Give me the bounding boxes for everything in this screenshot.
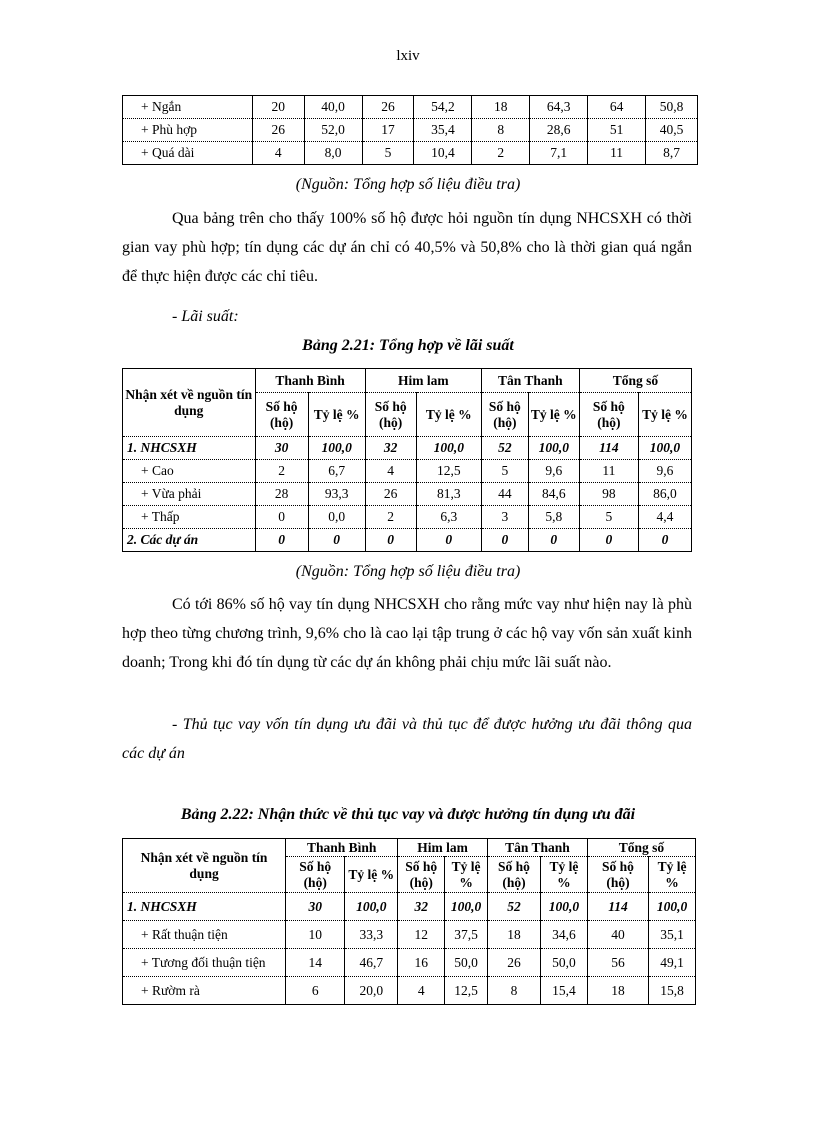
- table3-cell: 30: [286, 893, 345, 921]
- source-note-1: (Nguồn: Tổng hợp số liệu điều tra): [295, 176, 521, 193]
- table3-row: [123, 893, 696, 921]
- table3-row: [123, 949, 696, 977]
- table3-cell: 18: [487, 921, 540, 949]
- table2-cell: 9,6: [638, 460, 691, 483]
- table1-cell: 18: [472, 96, 530, 119]
- table2-row-label: 1. NHCSXH: [123, 437, 256, 460]
- table2-cell: 98: [579, 483, 638, 506]
- table3-cell: 15,8: [649, 977, 696, 1005]
- table3-sub-pct: Tỷ lệ %: [445, 857, 488, 893]
- table2-cell: 52: [481, 437, 528, 460]
- table3-sub-pct: Tỷ lệ %: [345, 857, 398, 893]
- table3-cell: 12: [398, 921, 445, 949]
- table2-cell: 4,4: [638, 506, 691, 529]
- table3-cell: 34,6: [540, 921, 587, 949]
- table2-sub-pct: Tỷ lệ %: [638, 393, 691, 437]
- table3-group-header: Him lam: [398, 839, 488, 857]
- table2-cell: 5: [579, 506, 638, 529]
- table3-cell: 56: [587, 949, 648, 977]
- table3-cell: 32: [398, 893, 445, 921]
- table3-cell: 100,0: [345, 893, 398, 921]
- table3-cell: 26: [487, 949, 540, 977]
- table2-row-label: + Cao: [123, 460, 256, 483]
- table-interest-rate: [122, 368, 692, 552]
- table3-row-label: 1. NHCSXH: [123, 893, 286, 921]
- table2-cell: 11: [579, 460, 638, 483]
- table3-group-header: Tổng số: [587, 839, 695, 857]
- table1-cell: 40,0: [304, 96, 362, 119]
- table2-cell: 0: [255, 529, 308, 552]
- table3-cell: 15,4: [540, 977, 587, 1005]
- table3-cell: 114: [587, 893, 648, 921]
- table3-row: [123, 977, 696, 1005]
- table1-cell: 50,8: [646, 96, 698, 119]
- table3-cell: 10: [286, 921, 345, 949]
- table2-row: [123, 460, 692, 483]
- table1-body: [123, 96, 698, 165]
- paragraph-2-text: Có tới 86% số hộ vay tín dụng NHCSXH cho rằng mức vay như hiện nay là phù hợp theo từng chương trình, 9,6% cho là cao lại tập trung ở các hộ vay vốn sản xuất kinh doanh; Trong khi đó tín dụng từ các dự án không phải chịu mức lãi suất nào.: [122, 596, 692, 671]
- table3-cell: 6: [286, 977, 345, 1005]
- table2-cell: 6,7: [308, 460, 365, 483]
- table3-cell: 50,0: [445, 949, 488, 977]
- table2-cell: 0: [528, 529, 579, 552]
- table3-cell: 100,0: [445, 893, 488, 921]
- table2-header-label: Nhận xét về nguồn tín dụng: [123, 369, 256, 437]
- bullet-interest-text: - Lãi suất:: [172, 308, 239, 325]
- table3-cell: 37,5: [445, 921, 488, 949]
- table2-cell: 0: [308, 529, 365, 552]
- table2-cell: 28: [255, 483, 308, 506]
- table1-cell: 11: [588, 142, 646, 165]
- table3-body: [123, 839, 696, 1005]
- paragraph-2: [122, 590, 692, 677]
- table3-cell: 49,1: [649, 949, 696, 977]
- table2-cell: 0: [481, 529, 528, 552]
- table2-cell: 81,3: [416, 483, 481, 506]
- table1-cell: 52,0: [304, 119, 362, 142]
- table2-sub-pct: Tỷ lệ %: [528, 393, 579, 437]
- table2-cell: 12,5: [416, 460, 481, 483]
- table1-row-label: + Phù hợp: [123, 119, 253, 142]
- table2-cell: 26: [365, 483, 416, 506]
- table2-cell: 4: [365, 460, 416, 483]
- table2-cell: 114: [579, 437, 638, 460]
- table2-sub-count: Số hộ (hộ): [365, 393, 416, 437]
- bullet-procedure: [122, 710, 692, 768]
- table2-cell: 2: [255, 460, 308, 483]
- source-note-2: (Nguồn: Tổng hợp số liệu điều tra): [295, 563, 521, 580]
- table2-cell: 0: [638, 529, 691, 552]
- table1-row-label: + Quá dài: [123, 142, 253, 165]
- table2-cell: 5: [481, 460, 528, 483]
- table1-row: [123, 119, 698, 142]
- table2-group-header: Him lam: [365, 369, 481, 393]
- table3-cell: 100,0: [649, 893, 696, 921]
- table2-cell: 0,0: [308, 506, 365, 529]
- table3-cell: 52: [487, 893, 540, 921]
- table1-cell: 64,3: [530, 96, 588, 119]
- table3-sub-count: Số hộ (hộ): [587, 857, 648, 893]
- table2-cell: 2: [365, 506, 416, 529]
- table2-header-row: [123, 369, 692, 393]
- table3-cell: 4: [398, 977, 445, 1005]
- table2-cell: 100,0: [416, 437, 481, 460]
- table2-group-header: Tổng số: [579, 369, 691, 393]
- table3-cell: 8: [487, 977, 540, 1005]
- table3-group-header: Tân Thanh: [487, 839, 587, 857]
- table3-cell: 20,0: [345, 977, 398, 1005]
- table3-cell: 33,3: [345, 921, 398, 949]
- table3-row: [123, 921, 696, 949]
- table1-cell: 28,6: [530, 119, 588, 142]
- table3-cell: 14: [286, 949, 345, 977]
- table2-row: [123, 483, 692, 506]
- table1-cell: 64: [588, 96, 646, 119]
- table2-cell: 0: [416, 529, 481, 552]
- table2-cell: 0: [579, 529, 638, 552]
- paragraph-1-text: Qua bảng trên cho thấy 100% số hộ được hỏi nguồn tín dụng NHCSXH có thời gian vay phù hợp; tín dụng các dự án chỉ có 40,5% và 50,8% cho là thời gian quá ngắn để thực hiện được các chỉ tiêu.: [122, 210, 692, 285]
- table1-row-label: + Ngắn: [123, 96, 253, 119]
- table2-cell: 100,0: [638, 437, 691, 460]
- table1-cell: 8: [472, 119, 530, 142]
- table1-cell: 20: [252, 96, 304, 119]
- table2-cell: 0: [255, 506, 308, 529]
- table-procedure: [122, 838, 696, 1005]
- table3-row-label: + Rất thuận tiện: [123, 921, 286, 949]
- table3-cell: 35,1: [649, 921, 696, 949]
- table1-cell: 2: [472, 142, 530, 165]
- table2-cell: 5,8: [528, 506, 579, 529]
- table1-cell: 40,5: [646, 119, 698, 142]
- table2-cell: 3: [481, 506, 528, 529]
- bullet-interest: [122, 302, 692, 331]
- table2-row: [123, 529, 692, 552]
- table3-cell: 100,0: [540, 893, 587, 921]
- table2-cell: 44: [481, 483, 528, 506]
- table1-row: [123, 142, 698, 165]
- table3-row-label: + Rườm rà: [123, 977, 286, 1005]
- table-time-continuation: [122, 95, 698, 165]
- table2-cell: 6,3: [416, 506, 481, 529]
- table2-sub-pct: Tỷ lệ %: [416, 393, 481, 437]
- table1-cell: 54,2: [414, 96, 472, 119]
- table1-cell: 51: [588, 119, 646, 142]
- table2-cell: 100,0: [528, 437, 579, 460]
- page-number: lxiv: [396, 48, 420, 64]
- table2-cell: 93,3: [308, 483, 365, 506]
- table3-cell: 18: [587, 977, 648, 1005]
- table2-row-label: + Thấp: [123, 506, 256, 529]
- table3-row-label: + Tương đối thuận tiện: [123, 949, 286, 977]
- table2-sub-count: Số hộ (hộ): [255, 393, 308, 437]
- table1-cell: 17: [362, 119, 414, 142]
- table2-sub-count: Số hộ (hộ): [481, 393, 528, 437]
- table3-sub-count: Số hộ (hộ): [398, 857, 445, 893]
- table2-sub-pct: Tỷ lệ %: [308, 393, 365, 437]
- table2-group-header: Tân Thanh: [481, 369, 579, 393]
- table2-row: [123, 437, 692, 460]
- table2-cell: 32: [365, 437, 416, 460]
- table1-cell: 10,4: [414, 142, 472, 165]
- table3-caption: Bảng 2.22: Nhận thức về thủ tục vay và được hưởng tín dụng ưu đãi: [180, 806, 636, 823]
- table1-cell: 26: [252, 119, 304, 142]
- table1-cell: 7,1: [530, 142, 588, 165]
- table2-row-label: 2. Các dự án: [123, 529, 256, 552]
- table2-row-label: + Vừa phải: [123, 483, 256, 506]
- table2-sub-count: Số hộ (hộ): [579, 393, 638, 437]
- paragraph-1: [122, 204, 692, 291]
- table2-body: [123, 369, 692, 552]
- table3-cell: 40: [587, 921, 648, 949]
- table3-group-header: Thanh Bình: [286, 839, 398, 857]
- table1-row: [123, 96, 698, 119]
- table3-sub-count: Số hộ (hộ): [487, 857, 540, 893]
- table3-cell: 12,5: [445, 977, 488, 1005]
- table2-cell: 86,0: [638, 483, 691, 506]
- table2-caption: Bảng 2.21: Tổng hợp về lãi suất: [302, 337, 514, 354]
- table3-sub-pct: Tỷ lệ %: [540, 857, 587, 893]
- table2-cell: 84,6: [528, 483, 579, 506]
- table1-cell: 4: [252, 142, 304, 165]
- table2-row: [123, 506, 692, 529]
- table3-cell: 46,7: [345, 949, 398, 977]
- table2-cell: 30: [255, 437, 308, 460]
- table3-sub-pct: Tỷ lệ %: [649, 857, 696, 893]
- table1-cell: 35,4: [414, 119, 472, 142]
- table2-cell: 0: [365, 529, 416, 552]
- table2-cell: 9,6: [528, 460, 579, 483]
- table1-cell: 8,0: [304, 142, 362, 165]
- bullet-procedure-text: - Thủ tục vay vốn tín dụng ưu đãi và thủ tục để được hưởng ưu đãi thông qua các dự án: [122, 716, 692, 762]
- table1-cell: 5: [362, 142, 414, 165]
- table2-group-header: Thanh Bình: [255, 369, 365, 393]
- table3-header-row: [123, 839, 696, 857]
- table3-cell: 50,0: [540, 949, 587, 977]
- table2-cell: 100,0: [308, 437, 365, 460]
- table1-cell: 26: [362, 96, 414, 119]
- table1-cell: 8,7: [646, 142, 698, 165]
- table3-header-label: Nhận xét về nguồn tín dụng: [123, 839, 286, 893]
- table3-cell: 16: [398, 949, 445, 977]
- table3-sub-count: Số hộ (hộ): [286, 857, 345, 893]
